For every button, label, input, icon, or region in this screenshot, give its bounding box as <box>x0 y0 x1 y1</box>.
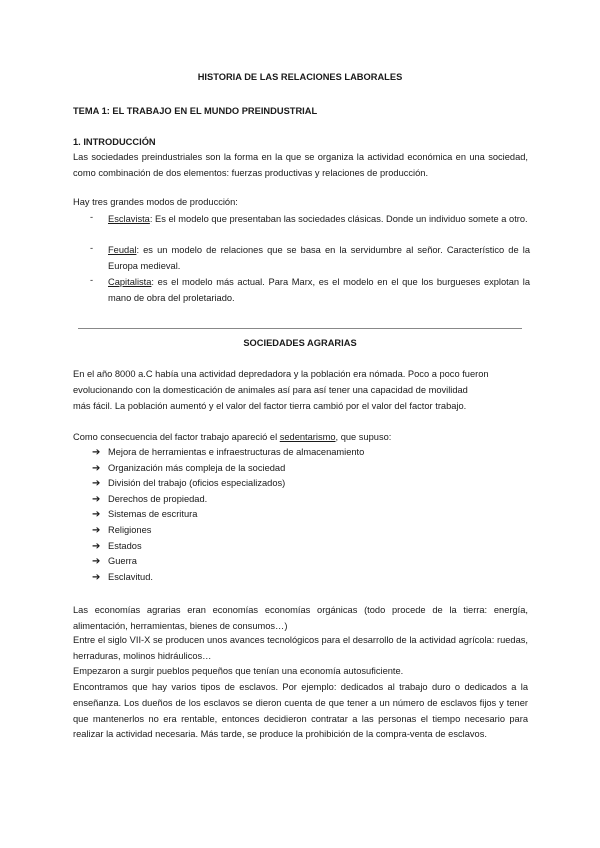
agrarian-paragraph-1-line-3: más fácil. La población aumentó y el valor del factor tierra cambió por el valor del factor trabajo. <box>73 401 467 411</box>
agrarian-paragraph-3: Las economías agrarias eran economías economías orgánicas (todo procede de la tierra: energía, alimentación, herramientas, bienes de consumos…) <box>73 605 528 631</box>
intro-heading: 1. INTRODUCCIÓN <box>73 137 156 147</box>
document-title: HISTORIA DE LAS RELACIONES LABORALES <box>197 72 403 82</box>
arrow-right-icon: ➔ <box>92 541 101 552</box>
tema-heading: TEMA 1: EL TRABAJO EN EL MUNDO PREINDUSTRIAL <box>73 106 318 116</box>
mode-term: Esclavista <box>108 214 150 224</box>
intro-paragraph: Las sociedades preindustriales son la forma en la que se organiza la actividad económica en una sociedad, como combinación de dos elementos: fuerzas productivas y relaciones de producción. <box>73 152 528 178</box>
mode-text: : es el modelo más actual. Para Marx, es el modelo en el que los burgueses explotan la mano de obra del proletariado. <box>108 277 530 303</box>
arrow-right-icon: ➔ <box>92 494 101 505</box>
consequence-item: ➔ Esclavitud. <box>92 572 153 583</box>
mode-item-feudal <box>90 243 530 275</box>
consequence-item: ➔ División del trabajo (oficios especializados) <box>92 478 286 489</box>
section-divider <box>78 328 522 329</box>
agrarian-paragraph-4: Entre el siglo VII-X se producen unos avances tecnológicos para el desarrollo de la actividad agrícola: ruedas, herraduras, molinos hidráulicos… <box>73 635 528 661</box>
arrow-right-icon: ➔ <box>92 447 101 458</box>
arrow-right-icon: ➔ <box>92 463 101 474</box>
mode-item-capitalista <box>90 275 530 307</box>
arrow-right-icon: ➔ <box>92 478 101 489</box>
arrow-right-icon: ➔ <box>92 509 101 520</box>
consequence-item: ➔ Derechos de propiedad. <box>92 494 208 505</box>
mode-text: : Es el modelo que presentaban las sociedades clásicas. Donde un individuo somete a otro. <box>149 214 528 224</box>
consequence-item: ➔ Religiones <box>92 525 152 536</box>
consequence-item: ➔ Mejora de herramientas e infraestructuras de almacenamiento <box>92 447 365 458</box>
dash-bullet: - <box>90 212 94 222</box>
mode-term: Capitalista <box>108 277 152 287</box>
sedentarismo-term: sedentarismo <box>279 432 336 442</box>
agrarian-paragraph-6: Encontramos que hay varios tipos de esclavos. Por ejemplo: dedicados al trabajo duro o dedicados a la enseñanza. Los dueños de los esclavos se dieron cuenta de que tener a un número de esclavos fijos y tener que mantenerlos no era rentable, entonces decidieron contratar a las personas el tiempo necesario para realizar la actividad necesaria. Más tarde, se produce la prohibición de la compra-venta de esclavos. <box>73 682 528 740</box>
mode-term: Feudal <box>108 245 137 255</box>
arrow-right-icon: ➔ <box>92 572 101 583</box>
arrow-right-icon: ➔ <box>92 556 101 567</box>
dash-bullet: - <box>90 275 94 285</box>
consequence-item: ➔ Guerra <box>92 556 137 567</box>
dash-bullet: - <box>90 243 94 253</box>
modes-intro: Hay tres grandes modos de producción: <box>73 197 238 207</box>
consequence-item: ➔ Estados <box>92 541 142 552</box>
arrow-right-icon: ➔ <box>92 525 101 536</box>
section-heading-agrarias: SOCIEDADES AGRARIAS <box>243 338 357 348</box>
agrarian-paragraph-1-line-2: evolucionando con la domesticación de animales así para así tener una capacidad de movilidad <box>73 385 468 395</box>
mode-item-esclavista <box>90 212 530 228</box>
consequence-item: ➔ Organización más compleja de la sociedad <box>92 463 286 474</box>
mode-text: : es un modelo de relaciones que se basa en la servidumbre al señor. Característico de la Europa medieval. <box>108 245 530 271</box>
agrarian-paragraph-5: Empezaron a surgir pueblos pequeños que tenían una economía autosuficiente. <box>73 666 404 676</box>
agrarian-paragraph-1-line-1: En el año 8000 a.C había una actividad depredadora y la población era nómada. Poco a poco fueron <box>73 369 489 379</box>
sedentarismo-intro: Como consecuencia del factor trabajo apareció el sedentarismo, que supuso: <box>73 432 392 442</box>
consequence-item: ➔ Sistemas de escritura <box>92 509 198 520</box>
